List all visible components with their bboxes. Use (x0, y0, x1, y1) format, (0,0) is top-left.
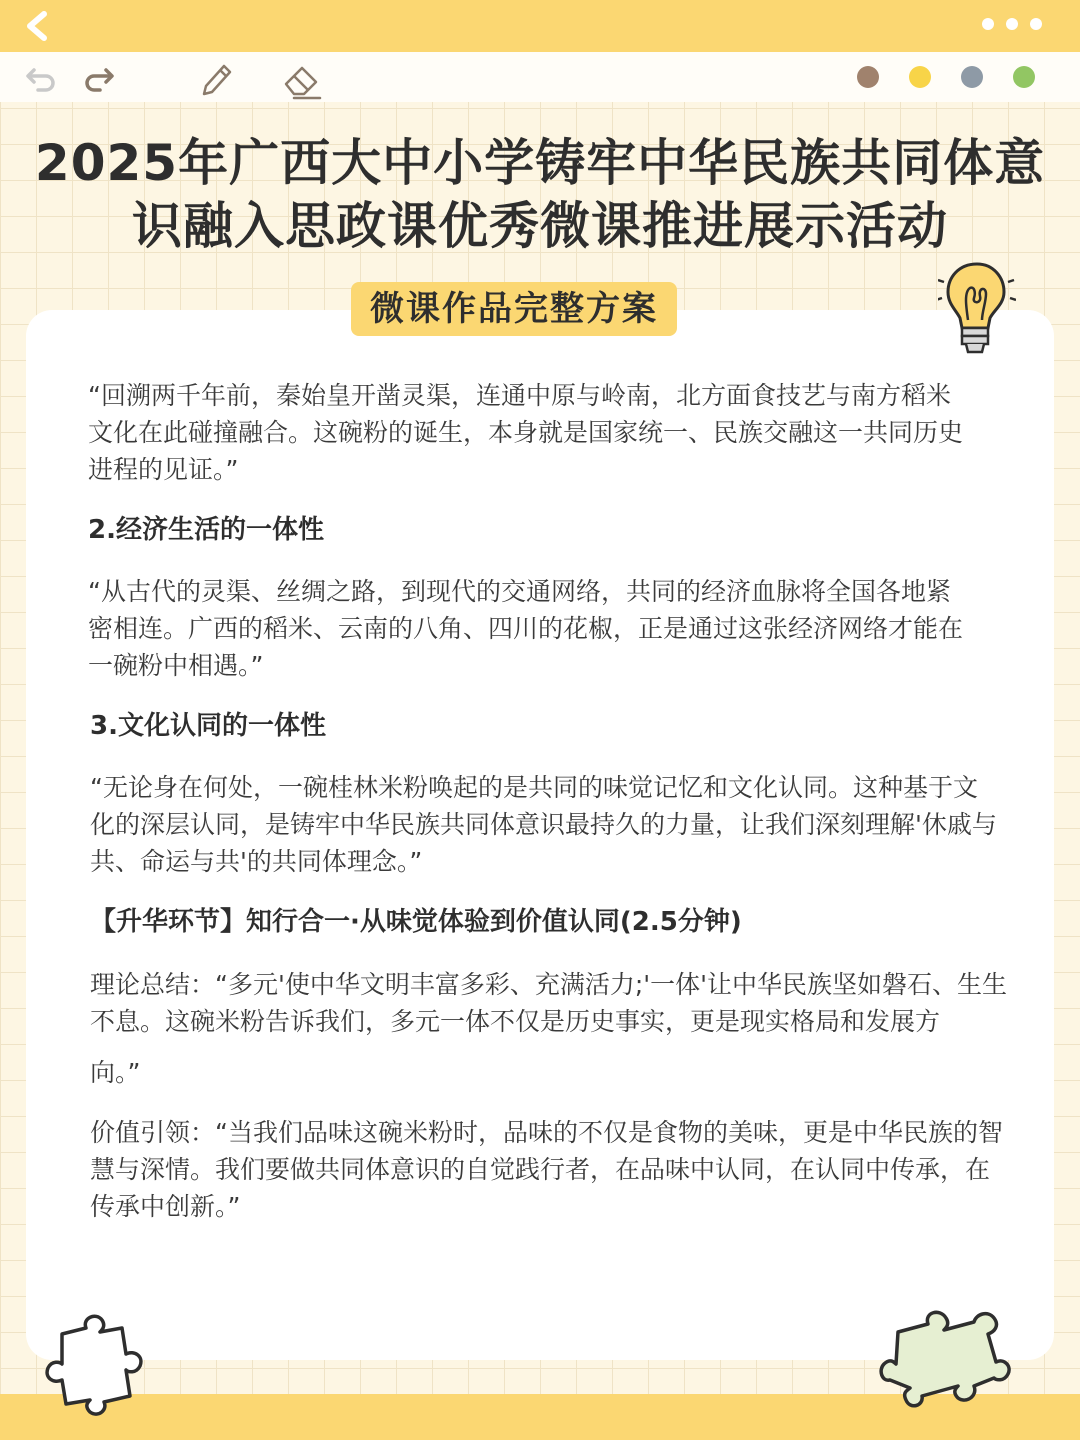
back-button[interactable] (18, 8, 58, 44)
p4-line-3: 向。” (90, 1058, 141, 1087)
p2-line-1: “从古代的灵渠、丝绸之路，到现代的交通网络，共同的经济血脉将全国各地紧 (88, 577, 951, 606)
p5-line-3: 传承中创新。” (90, 1192, 241, 1221)
more-dot (982, 18, 994, 30)
more-dot (1006, 18, 1018, 30)
title-line-1: 2025年广西大中小学铸牢中华民族共同体意 (34, 134, 1046, 192)
color-swatch-brown[interactable] (857, 66, 879, 88)
redo-icon (78, 60, 118, 96)
paragraph-3 (90, 769, 997, 880)
p3-line-3: 共、命运与共'的共同体理念。” (90, 847, 423, 876)
undo-button[interactable] (22, 60, 62, 96)
subtitle-badge: 微课作品完整方案 (351, 282, 677, 336)
p1-line-2: 文化在此碰撞融合。这碗粉的诞生，本身就是国家统一、民族交融这一共同历史 (88, 418, 964, 447)
p4-line-1: 理论总结：“多元'使中华文明丰富多彩、充满活力;'一体'让中华民族坚如磐石、生生 (90, 970, 1007, 999)
puzzle-piece-icon (40, 1310, 150, 1420)
title-line-2: 识融入思政课优秀微课推进展示活动 (132, 197, 948, 255)
heading-cultural: 3.文化认同的一体性 (90, 711, 326, 741)
heading-economic: 2.经济生活的一体性 (88, 515, 324, 545)
color-swatch-green[interactable] (1013, 66, 1035, 88)
paragraph-1 (88, 377, 963, 488)
pencil-icon (196, 60, 236, 100)
eraser-button[interactable] (280, 60, 320, 96)
paragraph-2 (88, 573, 963, 684)
chevron-left-icon (18, 8, 58, 44)
undo-icon (22, 60, 62, 96)
paragraph-5 (90, 1114, 1003, 1225)
p3-line-1: “无论身在何处，一碗桂林米粉唤起的是共同的味觉记忆和文化认同。这种基于文 (90, 773, 978, 802)
pencil-button[interactable] (196, 60, 236, 96)
eraser-icon (280, 60, 324, 100)
paragraph-4 (90, 966, 1007, 1091)
p5-line-1: 价值引领：“当我们品味这碗米粉时，品味的不仅是食物的美味，更是中华民族的智 (90, 1118, 1003, 1147)
page-title (20, 132, 1060, 258)
heading-sublimation: 【升华环节】知行合一·从味觉体验到价值认同(2.5分钟) (90, 907, 742, 937)
p3-line-2: 化的深层认同，是铸牢中华民族共同体意识最持久的力量，让我们深刻理解'休戚与 (90, 810, 997, 839)
p4-line-2: 不息。这碗米粉告诉我们，多元一体不仅是历史事实，更是现实格局和发展方 (90, 1007, 941, 1036)
p2-line-3: 一碗粉中相遇。” (88, 651, 264, 680)
p2-line-2: 密相连。广西的稻米、云南的八角、四川的花椒，正是通过这张经济网络才能在 (88, 614, 964, 643)
p1-line-1: “回溯两千年前，秦始皇开凿灵渠，连通中原与岭南，北方面食技艺与南方稻米 (88, 381, 951, 410)
color-swatch-yellow[interactable] (909, 66, 931, 88)
lightbulb-icon (938, 258, 1016, 360)
p1-line-3: 进程的见证。” (88, 455, 239, 484)
puzzle-piece-icon (878, 1306, 1014, 1410)
redo-button[interactable] (78, 60, 118, 96)
color-swatch-gray[interactable] (961, 66, 983, 88)
more-dot (1030, 18, 1042, 30)
p5-line-2: 慧与深情。我们要做共同体意识的自觉践行者，在品味中认同，在认同中传承，在 (90, 1155, 991, 1184)
more-options-button[interactable] (982, 18, 1042, 30)
top-bar (0, 0, 1080, 52)
